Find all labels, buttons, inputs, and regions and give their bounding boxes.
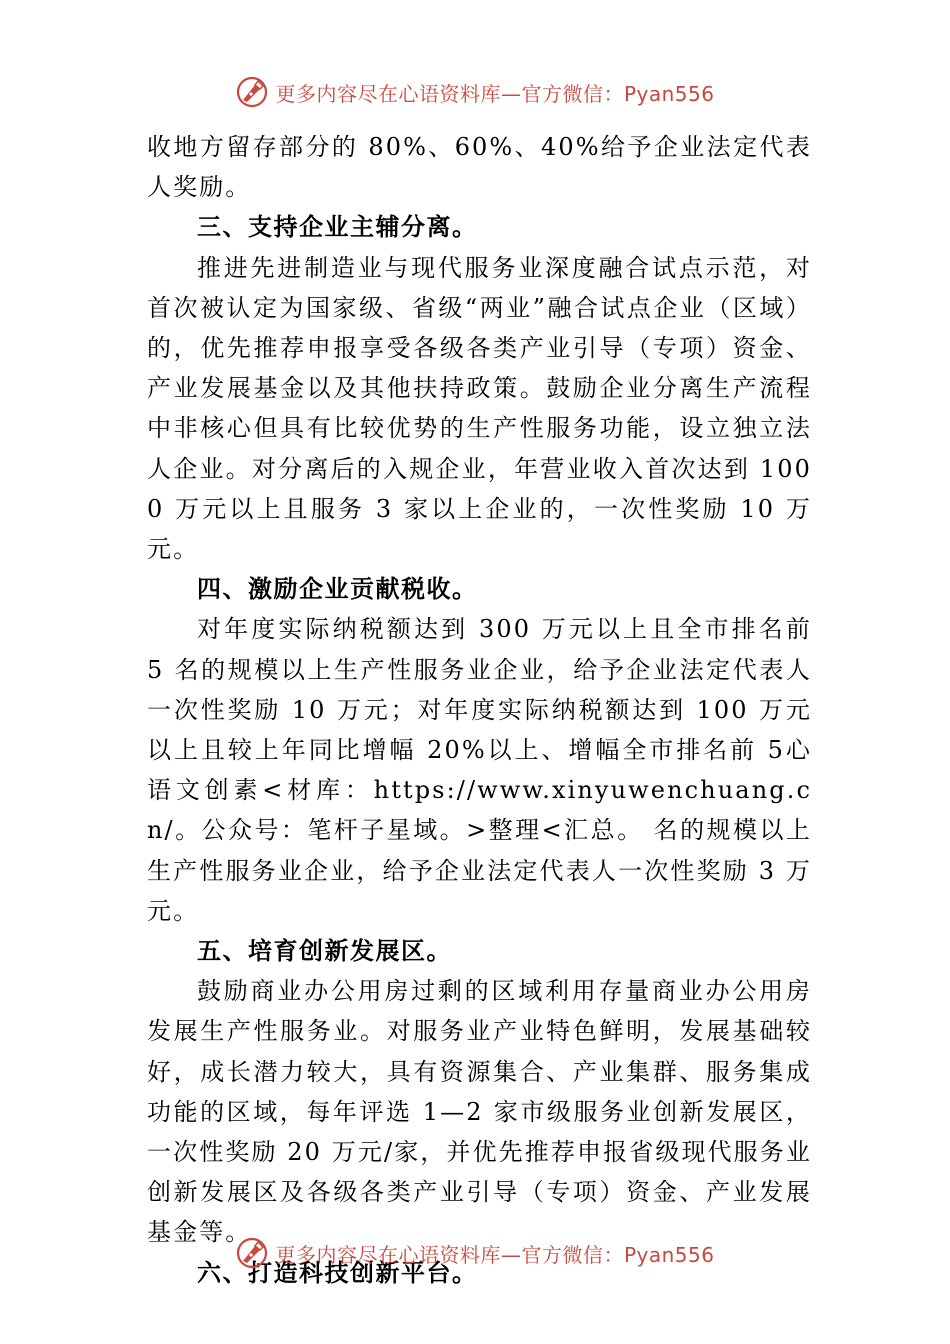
section-heading-5: 五、培育创新发展区。	[197, 937, 452, 966]
watermark-text: 更多内容尽在心语资料库—官方微信：Pyan556	[275, 1242, 715, 1267]
section-heading-6: 六、打造科技创新平台。	[197, 1258, 478, 1287]
pen-nib-logo-icon	[235, 1236, 269, 1270]
header-watermark	[0, 72, 950, 112]
document-body	[147, 127, 812, 1293]
paragraph-section-3: 推进先进制造业与现代服务业深度融合试点示范，对首次被认定为国家级、省级“两业”融合试点企业（区域）的，优先推荐申报享受各级各类产业引导（专项）资金、产业发展基金以及其他扶持政策。鼓励企业分离生产流程中非核心但具有比较优势的生产性服务功能，设立独立法人企业。对分离后的入规企业，年营业收入首次达到 1000 万元以上且服务 3 家以上企业的，一次性奖励 10 万元。	[147, 253, 812, 564]
footer-watermark	[0, 1233, 950, 1273]
paragraph-section-4: 对年度实际纳税额达到 300 万元以上且全市排名前 5 名的规模以上生产性服务业企业，给予企业法定代表人一次性奖励 10 万元；对年度实际纳税额达到 100 万元以上且较上年同比增幅 20%以上、增幅全市排名前 5心语文创素<材库：https://www.xinyuwenchuang.cn/。公众号：笔杆子星域。>整理<汇总。 名的规模以上生产性服务业企业，给予企业法定代表人一次性奖励 3 万元。	[147, 615, 812, 925]
paragraph-section-5: 鼓励商业办公用房过剩的区域利用存量商业办公用房发展生产性服务业。对服务业产业特色鲜明，发展基础较好，成长潜力较大，具有资源集合、产业集群、服务集成功能的区域，每年评选 1—2 家市级服务业创新发展区，一次性奖励 20 万元/家，并优先推荐申报省级现代服务业创新发展区及各级各类产业引导（专项）资金、产业发展基金等。	[147, 977, 812, 1247]
pen-nib-logo-icon	[235, 75, 269, 109]
paragraph-continuation: 收地方留存部分的 80%、60%、40%给予企业法定代表人奖励。	[147, 133, 812, 202]
section-heading-4: 四、激励企业贡献税收。	[197, 575, 478, 604]
section-heading-3: 三、支持企业主辅分离。	[197, 213, 478, 242]
watermark-text: 更多内容尽在心语资料库—官方微信：Pyan556	[275, 81, 715, 106]
